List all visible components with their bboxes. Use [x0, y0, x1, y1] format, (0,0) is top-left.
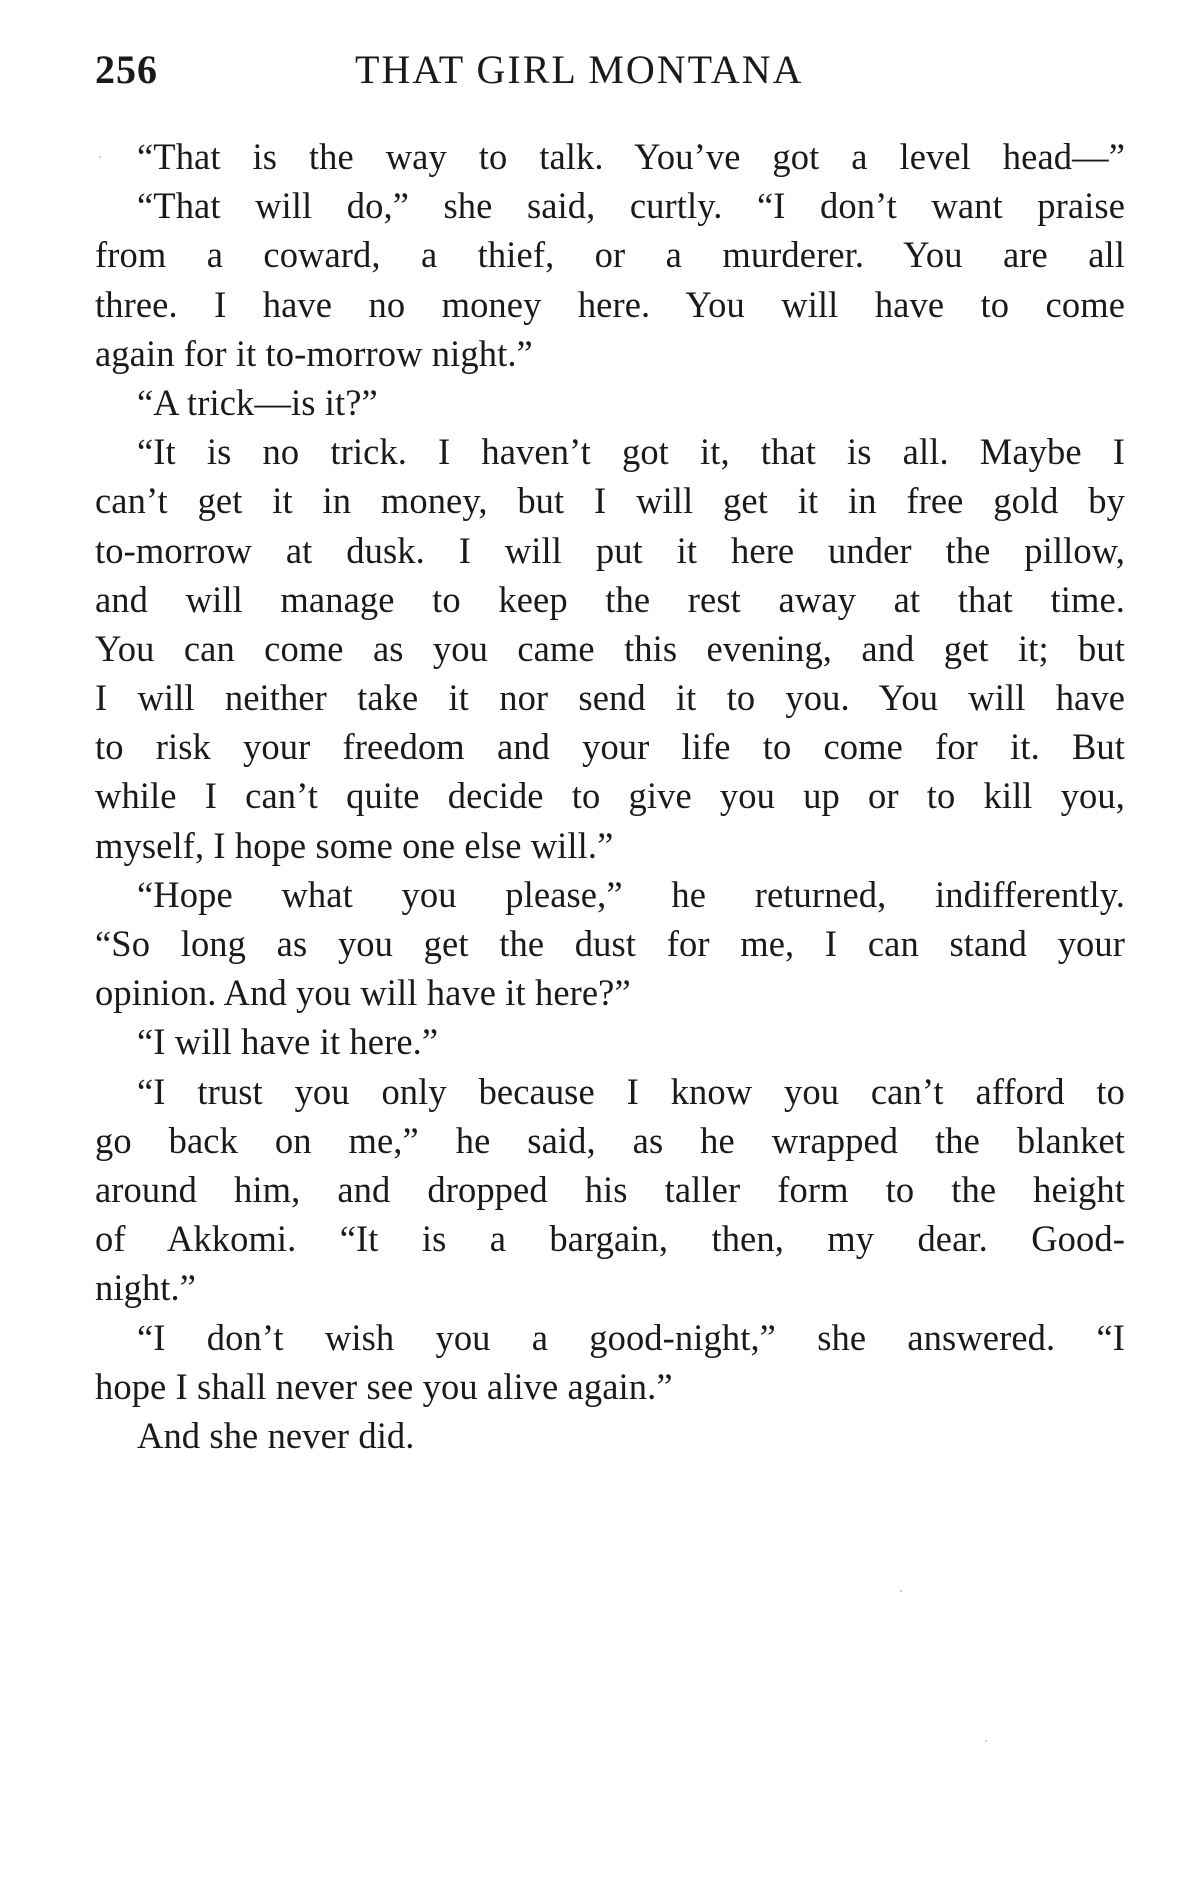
paper-speck: [900, 1590, 902, 1592]
page-number: 256: [95, 47, 158, 92]
text-line: again for it to-morrow night.”: [95, 332, 533, 374]
text-line: three. I have no money here. You will have to come: [95, 283, 1125, 325]
text-line: and will manage to keep the rest away at that time.: [95, 578, 1125, 620]
text-line: “Hope what you please,” he returned, indifferently.: [137, 873, 1125, 915]
text-line: I will neither take it nor send it to you. You will have: [95, 677, 1125, 719]
text-line: “That is the way to talk. You’ve got a level head—”: [137, 136, 1125, 177]
text-line: opinion. And you will have it here?”: [95, 972, 631, 1014]
text-line: You can come as you came this evening, and get it; but: [95, 627, 1125, 669]
text-line: “I will have it here.”: [137, 1021, 439, 1063]
text-line: go back on me,” he said, as he wrapped the blanket: [95, 1119, 1125, 1161]
text-line: night.”: [95, 1267, 197, 1309]
text-line: while I can’t quite decide to give you up or to kill you,: [95, 775, 1125, 817]
text-line: around him, and dropped his taller form to the height: [95, 1168, 1125, 1210]
text-line: of Akkomi. “It is a bargain, then, my dear. Good-: [95, 1218, 1125, 1260]
text-line: And she never did.: [137, 1414, 415, 1456]
text-line: to risk your freedom and your life to come for it. But: [95, 726, 1125, 768]
paper-speck: [99, 156, 101, 158]
body-text: [95, 132, 1125, 1460]
text-line: “A trick—is it?”: [137, 381, 378, 423]
text-line: “So long as you get the dust for me, I can stand your: [95, 923, 1125, 964]
text-line: “I trust you only because I know you can’t afford to: [137, 1070, 1125, 1112]
text-line: hope I shall never see you alive again.”: [95, 1365, 673, 1407]
text-line: from a coward, a thief, or a murderer. You are all: [95, 234, 1125, 276]
text-line: can’t get it in money, but I will get it in free gold by: [95, 480, 1125, 522]
text-line: myself, I hope some one else will.”: [95, 824, 614, 866]
text-line: “I don’t wish you a good-night,” she answered. “I: [137, 1316, 1125, 1358]
text-line: to-morrow at dusk. I will put it here under the pillow,: [95, 529, 1125, 571]
text-line: “That will do,” she said, curtly. “I don’t want praise: [137, 185, 1125, 227]
text-line: “It is no trick. I haven’t got it, that is all. Maybe I: [137, 431, 1125, 473]
book-title: THAT GIRL MONTANA: [355, 47, 804, 92]
running-head: [95, 42, 1125, 98]
paper-speck: [985, 1740, 987, 1742]
